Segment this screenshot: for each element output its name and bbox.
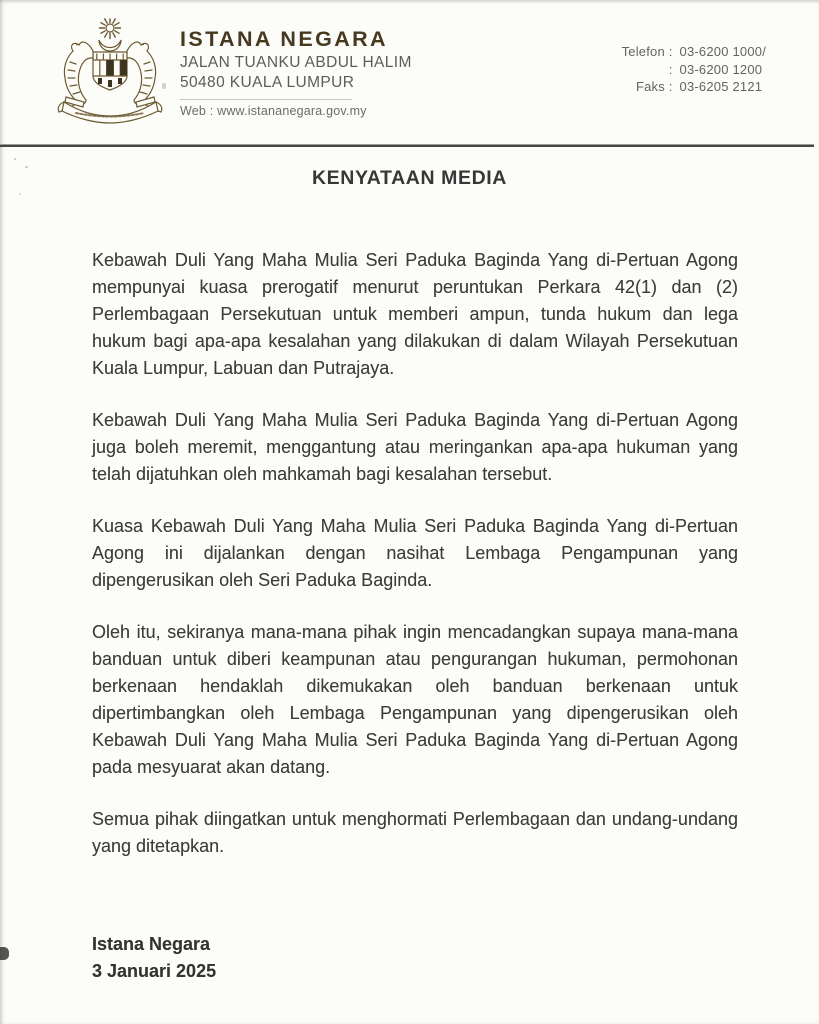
- letterhead-divider: [180, 99, 352, 100]
- document-body: [92, 247, 738, 885]
- letterhead: [180, 28, 412, 118]
- address-line-2: 50480 KUALA LUMPUR: [180, 73, 355, 91]
- shield-icon: [93, 52, 127, 90]
- contact-label: Telefon :: [621, 44, 673, 59]
- scan-speck: [162, 83, 166, 89]
- tiger-supporter-icon: [64, 42, 93, 106]
- body-paragraph: Kuasa Kebawah Duli Yang Maha Mulia Seri Paduka Baginda Yang di-Pertuan Agong ini dijalankan dengan nasihat Lembaga Pengampunan yang dipengerusikan oleh Seri Paduka Baginda.: [92, 516, 738, 590]
- contact-value: 03-6200 1200: [679, 61, 763, 77]
- signoff: [92, 931, 216, 984]
- crescent-icon: [99, 40, 121, 51]
- contact-value: 03-6205 2121: [679, 79, 763, 94]
- contact-block: [622, 44, 766, 96]
- scan-speck: [25, 166, 28, 168]
- body-paragraph: Kebawah Duli Yang Maha Mulia Seri Paduka Baginda Yang di-Pertuan Agong juga boleh meremit, menggantung atau meringankan apa-apa hukuman yang telah dijatuhkan oleh mahkamah bagi kesalahan tersebut.: [92, 410, 738, 484]
- scan-edge-mark: [0, 947, 9, 960]
- document-title: KENYATAAN MEDIA: [312, 167, 507, 189]
- address-line-1: JALAN TUANKU ABDUL HALIM: [180, 54, 412, 71]
- malaysia-coat-of-arms-logo: [50, 18, 170, 126]
- contact-label: :: [668, 61, 673, 77]
- letterhead-rule: [0, 144, 814, 147]
- body-paragraph: Oleh itu, sekiranya mana-mana pihak ingin mencadangkan supaya mana-mana banduan untuk diberi keampunan atau pengurangan hukuman, permohonan berkenaan hendaklah dikemukakan oleh banduan berkenaan untuk dipertimbangkan oleh Lembaga Pengampunan yang dipengerusikan oleh Kebawah Duli Yang Maha Mulia Seri Paduka Baginda Yang di-Pertuan Agong pada mesyuarat akan datang.: [92, 622, 738, 777]
- contact-label: Faks :: [635, 79, 673, 94]
- scan-speck: [14, 158, 16, 160]
- website-line: Web : www.istananegara.gov.my: [180, 104, 367, 118]
- motto-banner-icon: [58, 97, 162, 123]
- body-paragraph: Semua pihak diingatkan untuk menghormati Perlembagaan dan undang-undang yang ditetapkan.: [92, 809, 738, 856]
- body-paragraph: Kebawah Duli Yang Maha Mulia Seri Paduka Baginda Yang di-Pertuan Agong mempunyai kuasa prerogatif menurut peruntukan Perkara 42(1) dan (2) Perlembagaan Persekutuan untuk memberi ampun, tunda hukum dan lega hukum bagi apa-apa kesalahan yang dilakukan di dalam Wilayah Persekutuan Kuala Lumpur, Labuan dan Putrajaya.: [92, 250, 738, 378]
- signoff-org: Istana Negara: [92, 934, 211, 954]
- contact-value: 03-6200 1000/: [679, 44, 766, 59]
- scan-speck: [19, 193, 21, 195]
- org-name: ISTANA NEGARA: [180, 27, 388, 51]
- signoff-date: 3 Januari 2025: [92, 960, 217, 981]
